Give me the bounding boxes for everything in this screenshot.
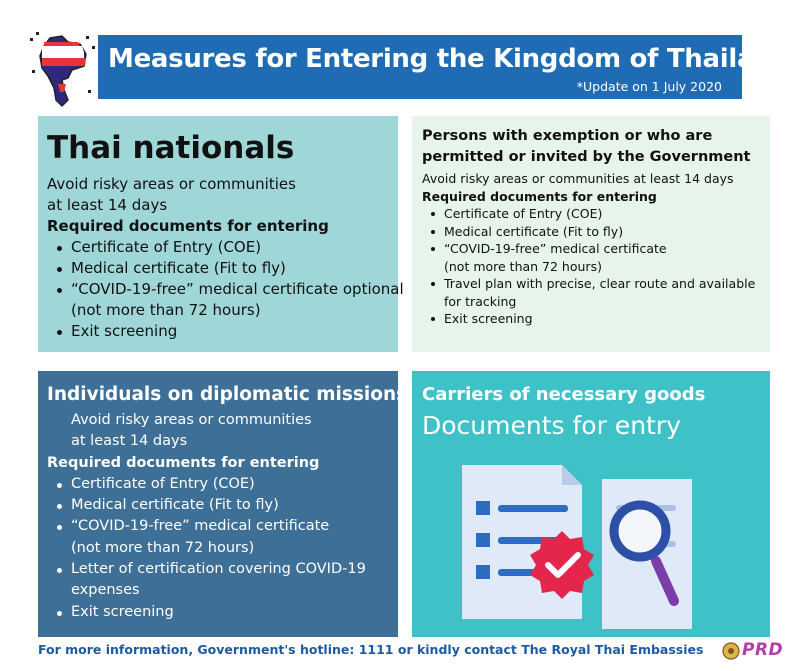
list-item: Medical certificate (Fit to fly) bbox=[422, 223, 768, 241]
exemption-title-line1: Persons with exemption or who are bbox=[422, 128, 713, 144]
header-banner bbox=[98, 35, 791, 99]
list-item: “COVID-19-free” medical certificate bbox=[47, 516, 393, 537]
thai-nationals-panel bbox=[38, 116, 404, 352]
diplomatic-required-label: Required documents for entering bbox=[47, 454, 320, 471]
list-item: Exit screening bbox=[47, 602, 393, 623]
diplomatic-panel bbox=[38, 371, 408, 637]
list-item: Exit screening bbox=[47, 321, 393, 342]
list-item: Medical certificate (Fit to fly) bbox=[47, 258, 393, 279]
prd-emblem-icon bbox=[722, 640, 740, 662]
list-item: Travel plan with precise, clear route and available bbox=[422, 275, 768, 293]
exemption-required-label: Required documents for entering bbox=[422, 188, 657, 204]
list-item: Certificate of Entry (COE) bbox=[422, 205, 768, 223]
list-item: Letter of certification covering COVID-19 bbox=[47, 559, 393, 580]
diplomatic-intro-line2: at least 14 days bbox=[71, 433, 188, 450]
list-item-continuation: expenses bbox=[71, 582, 140, 599]
thai-intro-line2: at least 14 days bbox=[47, 196, 168, 214]
update-date: *Update on 1 July 2020 bbox=[576, 79, 722, 94]
list-item-continuation: (not more than 72 hours) bbox=[444, 258, 602, 274]
list-item: “COVID-19-free” medical certificate optional bbox=[47, 279, 393, 300]
footer-hotline: For more information, Government's hotline: 1111 or kindly contact The Royal Thai Embassies bbox=[38, 642, 704, 657]
documents-illustration bbox=[452, 461, 722, 631]
exemption-panel bbox=[412, 116, 770, 352]
carriers-title: Carriers of necessary goods bbox=[422, 384, 706, 405]
thai-intro-line1: Avoid risky areas or communities bbox=[47, 175, 296, 193]
diplomatic-intro-line1: Avoid risky areas or communities bbox=[71, 412, 312, 428]
carriers-panel bbox=[412, 371, 770, 637]
list-item: Exit screening bbox=[422, 310, 768, 328]
carriers-subtitle: Documents for entry bbox=[422, 411, 681, 440]
thai-nationals-title: Thai nationals bbox=[47, 130, 295, 166]
exemption-intro: Avoid risky areas or communities at least 14 days bbox=[422, 171, 734, 186]
diplomatic-document-list bbox=[47, 474, 393, 623]
thai-required-label: Required documents for entering bbox=[47, 217, 329, 235]
list-item: Certificate of Entry (COE) bbox=[47, 237, 393, 258]
prd-logo-text: PRD bbox=[742, 640, 784, 660]
list-item-continuation: (not more than 72 hours) bbox=[71, 539, 255, 556]
list-item: “COVID-19-free” medical certificate bbox=[422, 240, 768, 258]
exemption-document-list bbox=[422, 205, 768, 328]
list-item-continuation: (not more than 72 hours) bbox=[71, 301, 261, 319]
thai-document-list bbox=[47, 237, 404, 342]
exemption-title-line2: permitted or invited by the Government bbox=[422, 149, 751, 165]
thailand-map-icon bbox=[28, 30, 98, 110]
list-item-continuation: for tracking bbox=[444, 293, 517, 309]
page-title: Measures for Entering the Kingdom of Thailand bbox=[108, 44, 791, 74]
prd-logo bbox=[722, 638, 794, 664]
list-item: Certificate of Entry (COE) bbox=[47, 474, 393, 495]
list-item: Medical certificate (Fit to fly) bbox=[47, 495, 393, 516]
diplomatic-title: Individuals on diplomatic missions bbox=[47, 384, 408, 405]
